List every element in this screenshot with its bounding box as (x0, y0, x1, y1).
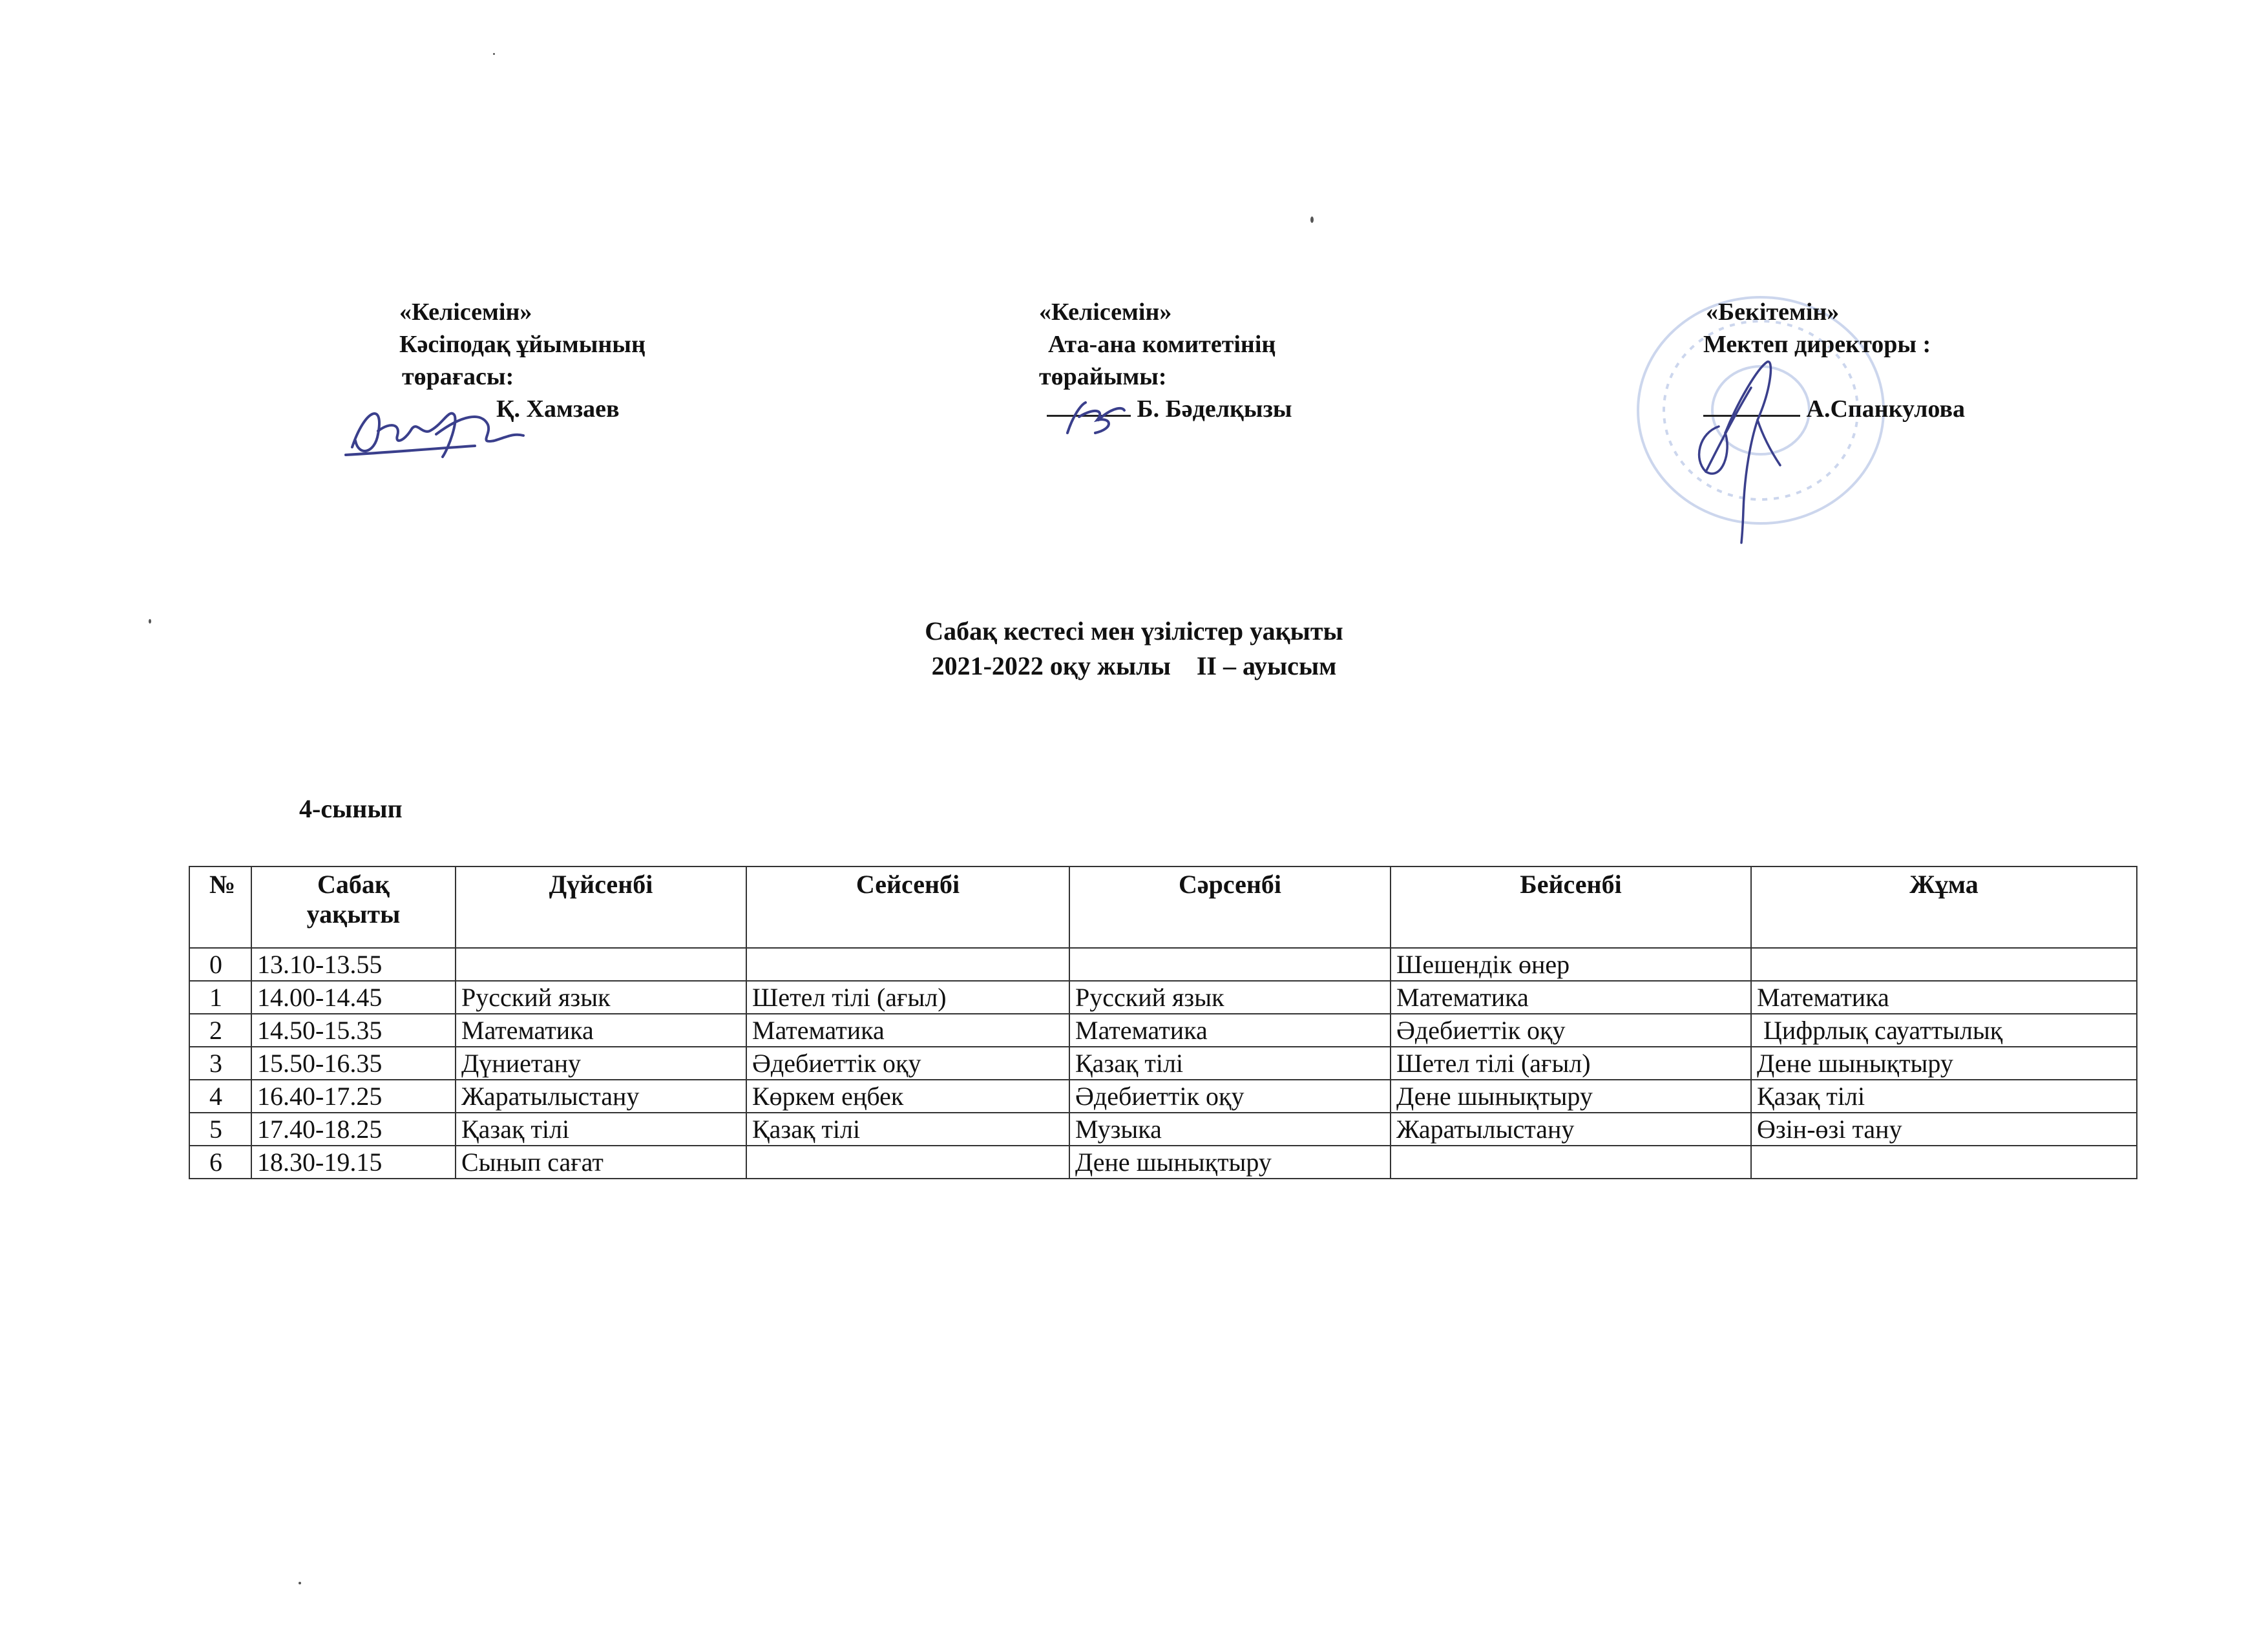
schedule-table (189, 866, 2137, 1179)
cell-thursday: Шешендік өнер (1391, 948, 1751, 981)
cell-thursday: Жаратылыстану (1391, 1113, 1751, 1146)
header-tuesday: Сейсенбі (746, 867, 1069, 948)
cell-tuesday: Қазақ тілі (746, 1113, 1069, 1146)
cell-thursday (1391, 1146, 1751, 1179)
lesson-number: 1 (189, 981, 251, 1014)
scan-speck (1310, 216, 1314, 223)
lesson-time: 17.40-18.25 (251, 1113, 456, 1146)
approver-name: Қ. Хамзаев (496, 395, 620, 423)
approval-role-cont: төрағасы: (402, 363, 514, 390)
table-header-row (189, 867, 2137, 948)
signature-line (1703, 415, 1800, 417)
lesson-number: 0 (189, 948, 251, 981)
cell-tuesday: Әдебиеттік оқу (746, 1047, 1069, 1080)
cell-monday: Математика (456, 1014, 746, 1047)
lesson-time: 18.30-19.15 (251, 1146, 456, 1179)
cell-monday: Сынып сағат (456, 1146, 746, 1179)
cell-wednesday: Қазақ тілі (1069, 1047, 1391, 1080)
table-row (189, 1014, 2137, 1047)
document-title (0, 614, 2268, 684)
approver-name: А.Спанкулова (1806, 395, 1965, 423)
lesson-time: 14.00-14.45 (251, 981, 456, 1014)
cell-monday (456, 948, 746, 981)
cell-friday: Математика (1751, 981, 2137, 1014)
cell-monday: Дүниетану (456, 1047, 746, 1080)
cell-friday (1751, 1146, 2137, 1179)
cell-tuesday: Математика (746, 1014, 1069, 1047)
lesson-number: 6 (189, 1146, 251, 1179)
lesson-time: 15.50-16.35 (251, 1047, 456, 1080)
cell-friday: Қазақ тілі (1751, 1080, 2137, 1113)
cell-wednesday: Әдебиеттік оқу (1069, 1080, 1391, 1113)
lesson-number: 5 (189, 1113, 251, 1146)
header-friday: Жұма (1751, 867, 2137, 948)
cell-thursday: Дене шынықтыру (1391, 1080, 1751, 1113)
cell-wednesday: Музыка (1069, 1113, 1391, 1146)
approval-director (1703, 296, 1965, 425)
approval-trade-union (399, 296, 646, 425)
header-thursday: Бейсенбі (1391, 867, 1751, 948)
lesson-number: 4 (189, 1080, 251, 1113)
title-line-2: 2021-2022 оқу жылы II – ауысым (931, 651, 1337, 680)
approval-role: Ата-ана комитетінің (1048, 331, 1276, 358)
cell-friday: Цифрлық сауаттылық (1751, 1014, 2137, 1047)
approval-heading: «Бекітемін» (1706, 299, 1840, 326)
approval-role: Кәсіподақ ұйымының (399, 331, 646, 358)
cell-friday: Дене шынықтыру (1751, 1047, 2137, 1080)
table-row (189, 1146, 2137, 1179)
cell-friday: Өзін-өзі тану (1751, 1113, 2137, 1146)
header-monday: Дүйсенбі (456, 867, 746, 948)
scan-speck (299, 1582, 301, 1584)
lesson-number: 3 (189, 1047, 251, 1080)
table-row (189, 1113, 2137, 1146)
lesson-number: 2 (189, 1014, 251, 1047)
class-label: 4-сынып (299, 794, 403, 823)
approval-heading: «Келісемін» (399, 299, 532, 326)
lesson-time: 14.50-15.35 (251, 1014, 456, 1047)
header-wednesday: Сәрсенбі (1069, 867, 1391, 948)
header-time-line1: Сабақ (317, 870, 390, 899)
title-line-1: Сабақ кестесі мен үзілістер уақыты (925, 616, 1343, 646)
cell-thursday: Шетел тілі (ағыл) (1391, 1047, 1751, 1080)
approval-parents-committee (1039, 296, 1292, 425)
approver-name: Б. Бәделқызы (1137, 395, 1292, 423)
header-time-line2: уақыты (306, 899, 401, 929)
approval-role-cont: төрайымы: (1039, 363, 1167, 390)
signature-line (1047, 415, 1131, 417)
cell-wednesday: Дене шынықтыру (1069, 1146, 1391, 1179)
cell-monday: Қазақ тілі (456, 1113, 746, 1146)
header-num: № (189, 867, 251, 948)
cell-tuesday (746, 1146, 1069, 1179)
table-row (189, 948, 2137, 981)
cell-thursday: Математика (1391, 981, 1751, 1014)
cell-wednesday: Русский язык (1069, 981, 1391, 1014)
approval-role: Мектеп директоры : (1703, 331, 1931, 358)
cell-friday (1751, 948, 2137, 981)
cell-tuesday (746, 948, 1069, 981)
approval-heading: «Келісемін» (1039, 299, 1172, 326)
cell-monday: Жаратылыстану (456, 1080, 746, 1113)
cell-thursday: Әдебиеттік оқу (1391, 1014, 1751, 1047)
cell-tuesday: Көркем еңбек (746, 1080, 1069, 1113)
cell-tuesday: Шетел тілі (ағыл) (746, 981, 1069, 1014)
lesson-time: 16.40-17.25 (251, 1080, 456, 1113)
table-row (189, 1080, 2137, 1113)
lesson-time: 13.10-13.55 (251, 948, 456, 981)
table-row (189, 1047, 2137, 1080)
header-time (251, 867, 456, 948)
cell-monday: Русский язык (456, 981, 746, 1014)
cell-wednesday: Математика (1069, 1014, 1391, 1047)
cell-wednesday (1069, 948, 1391, 981)
table-row (189, 981, 2137, 1014)
scan-speck (493, 53, 495, 55)
